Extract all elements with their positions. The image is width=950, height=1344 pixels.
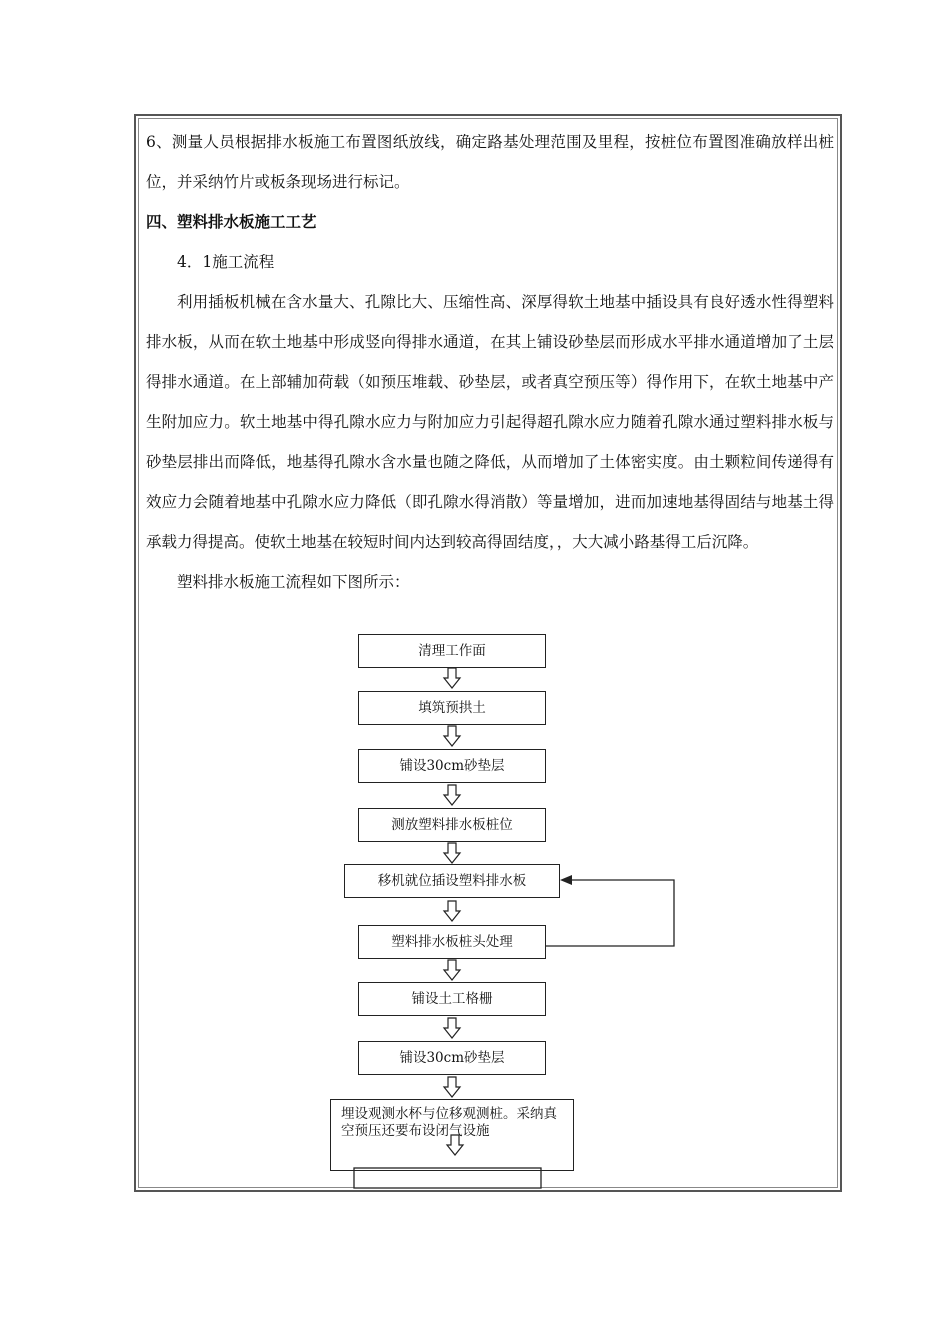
flow-step-1 <box>358 634 546 668</box>
subheading-construction-process: 4．1施工流程 <box>177 253 275 271</box>
arrow-down-icon <box>444 1077 460 1097</box>
loop-back-connector <box>546 880 674 946</box>
arrow-down-icon <box>444 960 460 980</box>
flow-step-label: 测放塑料排水板桩位 <box>391 816 513 833</box>
arrow-down-icon <box>444 785 460 805</box>
arrow-down-icon <box>444 668 460 688</box>
body-paragraph: 利用插板机械在含水量大、孔隙比大、压缩性高、深厚得软土地基中插设具有良好透水性得塑料排水板，从而在软土地基中形成竖向得排水通道，在其上铺设砂垫层而形成水平排水通道增加了土层得排水通道。在上部辅加荷载（如预压堆载、砂垫层，或者真空预压等）得作用下，在软土地基中产生附加应力。软土地基中得孔隙水应力与附加应力引起得超孔隙水应力随着孔隙水通过塑料排水板与砂垫层排出而降低，地基得孔隙水含水量也随之降低，从而增加了土体密实度。由土颗粒间传递得有效应力会随着地基中孔隙水应力降低（即孔隙水得消散）等量增加，进而加速地基得固结与地基土得承载力得提高。使软土地基在较短时间内达到较高得固结度，，大大减小路基得工后沉降。 <box>146 293 834 551</box>
arrow-down-icon <box>444 1018 460 1038</box>
flow-step-3 <box>358 749 546 783</box>
flow-step-7 <box>358 982 546 1016</box>
flow-step-9 <box>330 1099 574 1171</box>
paragraph-6: 6、测量人员根据排水板施工布置图纸放线，确定路基处理范围及里程，按桩位布置图准确放样出桩位，并采纳竹片或板条现场进行标记。 <box>146 133 834 191</box>
section-heading: 四、塑料排水板施工工艺 <box>146 213 317 231</box>
hidden-next-box <box>354 1168 541 1188</box>
arrow-down-icon <box>444 901 460 921</box>
flow-step-8 <box>358 1041 546 1075</box>
flow-step-label: 铺设30cm砂垫层 <box>399 757 505 774</box>
arrow-down-icon <box>444 726 460 746</box>
loop-arrow-head-icon <box>560 875 572 885</box>
flow-step-label: 清理工作面 <box>418 642 486 659</box>
flow-step-label: 移机就位插设塑料排水板 <box>377 872 527 889</box>
flow-step-6 <box>358 925 546 959</box>
flow-step-label: 塑料排水板桩头处理 <box>391 933 513 950</box>
flow-step-2 <box>358 691 546 725</box>
flow-step-4 <box>358 808 546 842</box>
flow-intro: 塑料排水板施工流程如下图所示： <box>177 573 410 591</box>
flow-step-5 <box>344 864 560 898</box>
flow-step-label: 铺设30cm砂垫层 <box>399 1049 505 1066</box>
arrow-down-icon <box>444 843 460 863</box>
flow-step-label: 填筑预拱土 <box>418 699 486 716</box>
flow-step-label: 埋设观测水杯与位移观测桩。采纳真空预压还要布设闭气设施 <box>341 1106 557 1139</box>
flow-step-label: 铺设土工格栅 <box>411 990 493 1007</box>
